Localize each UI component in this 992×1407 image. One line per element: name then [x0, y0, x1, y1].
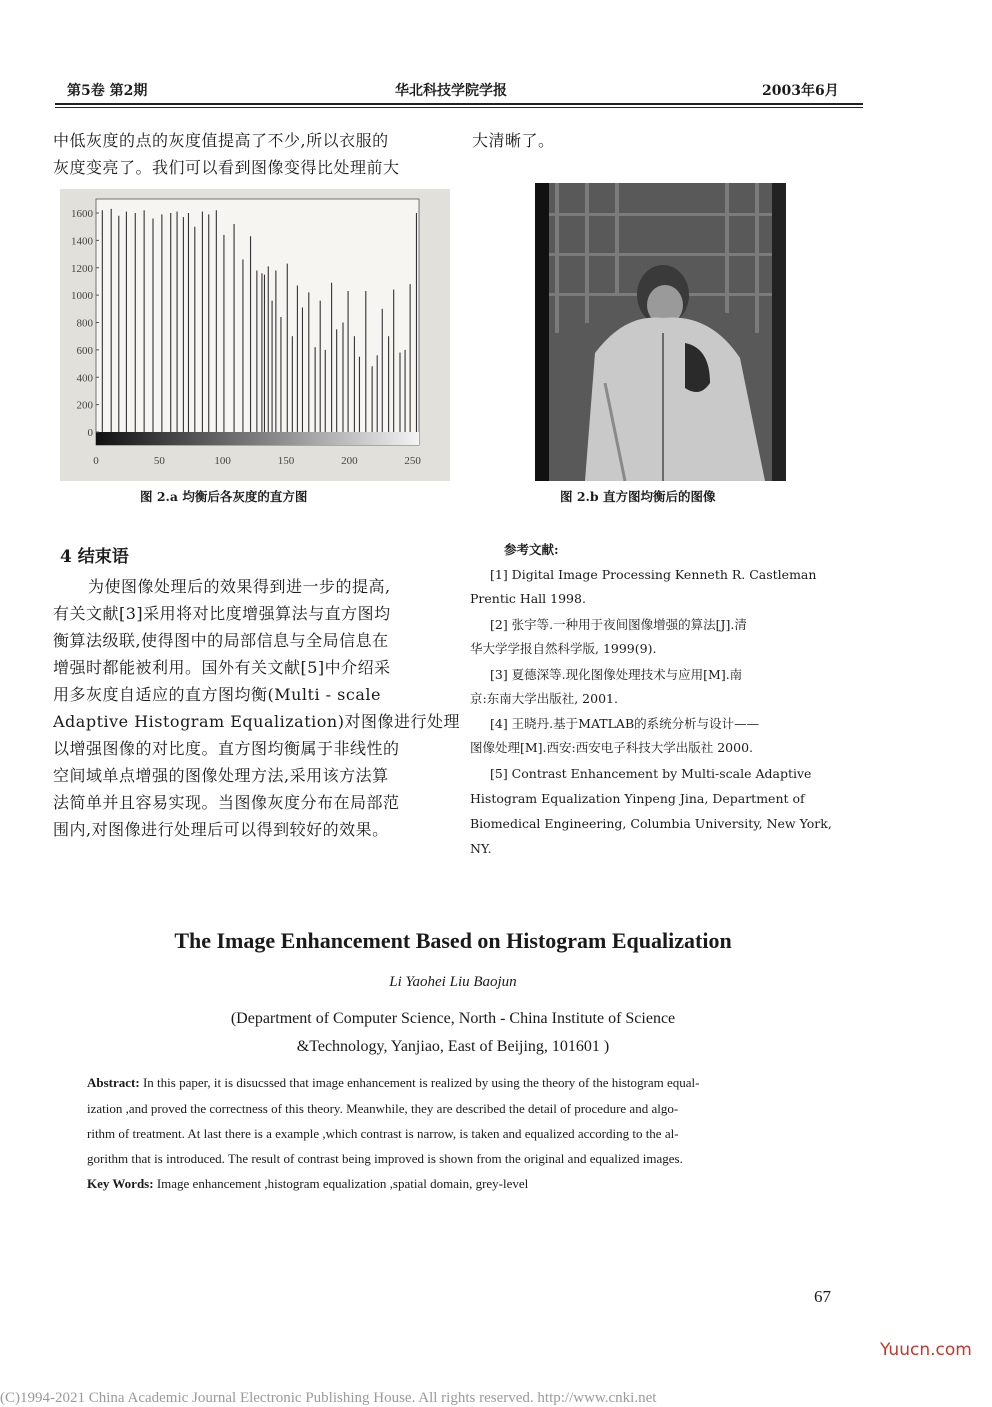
x-tick-label: 150: [277, 455, 295, 467]
y-tick-label: 800: [76, 317, 93, 330]
reference-line: Histogram Equalization Yinpeng Jina, Department of: [470, 791, 805, 806]
header-volume: 第5卷 第2期: [67, 83, 148, 99]
header-rule-thin: [55, 107, 863, 108]
x-tick-label: 200: [341, 455, 358, 467]
header-journal: 华北科技学院学报: [395, 83, 507, 99]
header-rule: [55, 103, 863, 105]
copyright-footer: (C)1994-2021 China Academic Journal Electronic Publishing House. All rights reserved. http://www.cnki.net: [0, 1390, 657, 1406]
y-tick-label: 400: [76, 372, 93, 385]
x-tick-label: 0: [93, 455, 99, 467]
reference-line: 华大学学报自然科学版, 1999(9).: [470, 641, 657, 656]
abstract-label: Abstract:: [87, 1075, 140, 1090]
conclusion-line-7: 以增强图像的对比度。直方图均衡属于非线性的: [53, 739, 400, 758]
grayscale-colorbar: [96, 432, 419, 445]
watermark: Yuucn.com: [880, 1340, 972, 1360]
conclusion-line-2: 有关文献[3]采用将对比度增强算法与直方图均: [53, 604, 391, 623]
y-tick-label: 1600: [71, 208, 93, 220]
abstract-text: In this paper, it is disucssed that image enhancement is realized by using the theory of the histogram equal-: [142, 1075, 700, 1090]
conclusion-line-9: 法简单并且容易实现。当图像灰度分布在局部范: [53, 793, 400, 812]
reference-line: [3] 夏德深等.现化图像处理技术与应用[M].南: [490, 667, 743, 682]
x-tick-label: 50: [153, 455, 165, 467]
right-top-text: 大清晰了。: [472, 131, 555, 150]
english-authors: Li Yaohei Liu Baojun: [389, 974, 517, 990]
equalized-photo: [535, 183, 786, 481]
section-heading: 4 结束语: [60, 547, 129, 567]
conclusion-line-1: 为使图像处理后的效果得到进一步的提高,: [88, 577, 391, 596]
histogram-chart: [60, 189, 450, 481]
y-tick-label: 1000: [71, 290, 93, 303]
keywords-text: Image enhancement ,histogram equalization ,spatial domain, grey-level: [156, 1176, 529, 1191]
english-affiliation-1: (Department of Computer Science, North - China Institute of Science: [230, 1010, 676, 1027]
abstract-line-3: rithm of treatment. At last there is a example ,which contrast is narrow, is taken and equalized according to the al-: [87, 1126, 679, 1141]
reference-line: 图像处理[M].西安:西安电子科技大学出版社 2000.: [470, 740, 753, 755]
reference-line: [5] Contrast Enhancement by Multi-scale Adaptive: [490, 766, 812, 781]
reference-line: Biomedical Engineering, Columbia University, New York,: [470, 816, 832, 831]
reference-line: 京:东南大学出版社, 2001.: [470, 691, 618, 706]
y-tick-label: 1200: [71, 262, 93, 275]
reference-line: [4] 王晓丹.基于MATLAB的系统分析与设计——: [490, 716, 760, 731]
english-title: The Image Enhancement Based on Histogram Equalization: [174, 928, 732, 953]
english-affiliation-2: &Technology, Yanjiao, East of Beijing, 101601 ): [296, 1038, 610, 1055]
photo-illustration: [535, 183, 786, 481]
y-tick-label: 1400: [71, 235, 93, 248]
histogram-figure: [60, 189, 450, 481]
page-number: 67: [814, 1287, 831, 1306]
abstract-line-2: ization ,and proved the correctness of this theory. Meanwhile, they are described the detail of procedure and algo-: [87, 1101, 679, 1116]
x-tick-label: 100: [214, 455, 231, 467]
reference-line: NY.: [470, 841, 492, 856]
conclusion-line-10: 围内,对图像进行处理后可以得到较好的效果。: [53, 820, 389, 839]
figure-a-caption: 图 2.a 均衡后各灰度的直方图: [140, 489, 308, 504]
abstract-line-4: gorithm that is introduced. The result of contrast being improved is shown from the original and equalized images.: [87, 1151, 683, 1166]
conclusion-line-5: 用多灰度自适应的直方图均衡(Multi - scale: [53, 685, 381, 704]
reference-line: Prentic Hall 1998.: [470, 591, 586, 606]
x-tick-label: 250: [404, 455, 421, 467]
reference-line: [2] 张宇等.一种用于夜间图像增强的算法[J].清: [490, 617, 747, 632]
keywords-line: [87, 1171, 822, 1197]
figure-b-caption: 图 2.b 直方图均衡后的图像: [560, 489, 716, 504]
reference-line: [1] Digital Image Processing Kenneth R. Castleman: [490, 567, 817, 582]
y-tick-label: 600: [76, 344, 93, 357]
left-top-line-1: 中低灰度的点的灰度值提高了不少,所以衣服的: [53, 131, 389, 150]
conclusion-line-8: 空间域单点增强的图像处理方法,采用该方法算: [53, 766, 389, 785]
y-tick-label: 0: [87, 427, 93, 439]
conclusion-line-4: 增强时都能被利用。国外有关文献[5]中介绍采: [53, 658, 391, 677]
abstract-line-1: [87, 1070, 822, 1096]
keywords-label: Key Words:: [87, 1176, 154, 1191]
header-date: 2003年6月: [762, 83, 839, 99]
conclusion-line-6: Adaptive Histogram Equalization)对图像进行处理: [53, 712, 460, 731]
references-heading: 参考文献:: [504, 542, 559, 557]
y-tick-label: 200: [76, 399, 93, 412]
conclusion-line-3: 衡算法级联,使得图中的局部信息与全局信息在: [53, 631, 389, 650]
left-top-line-2: 灰度变亮了。我们可以看到图像变得比处理前大: [53, 158, 400, 177]
